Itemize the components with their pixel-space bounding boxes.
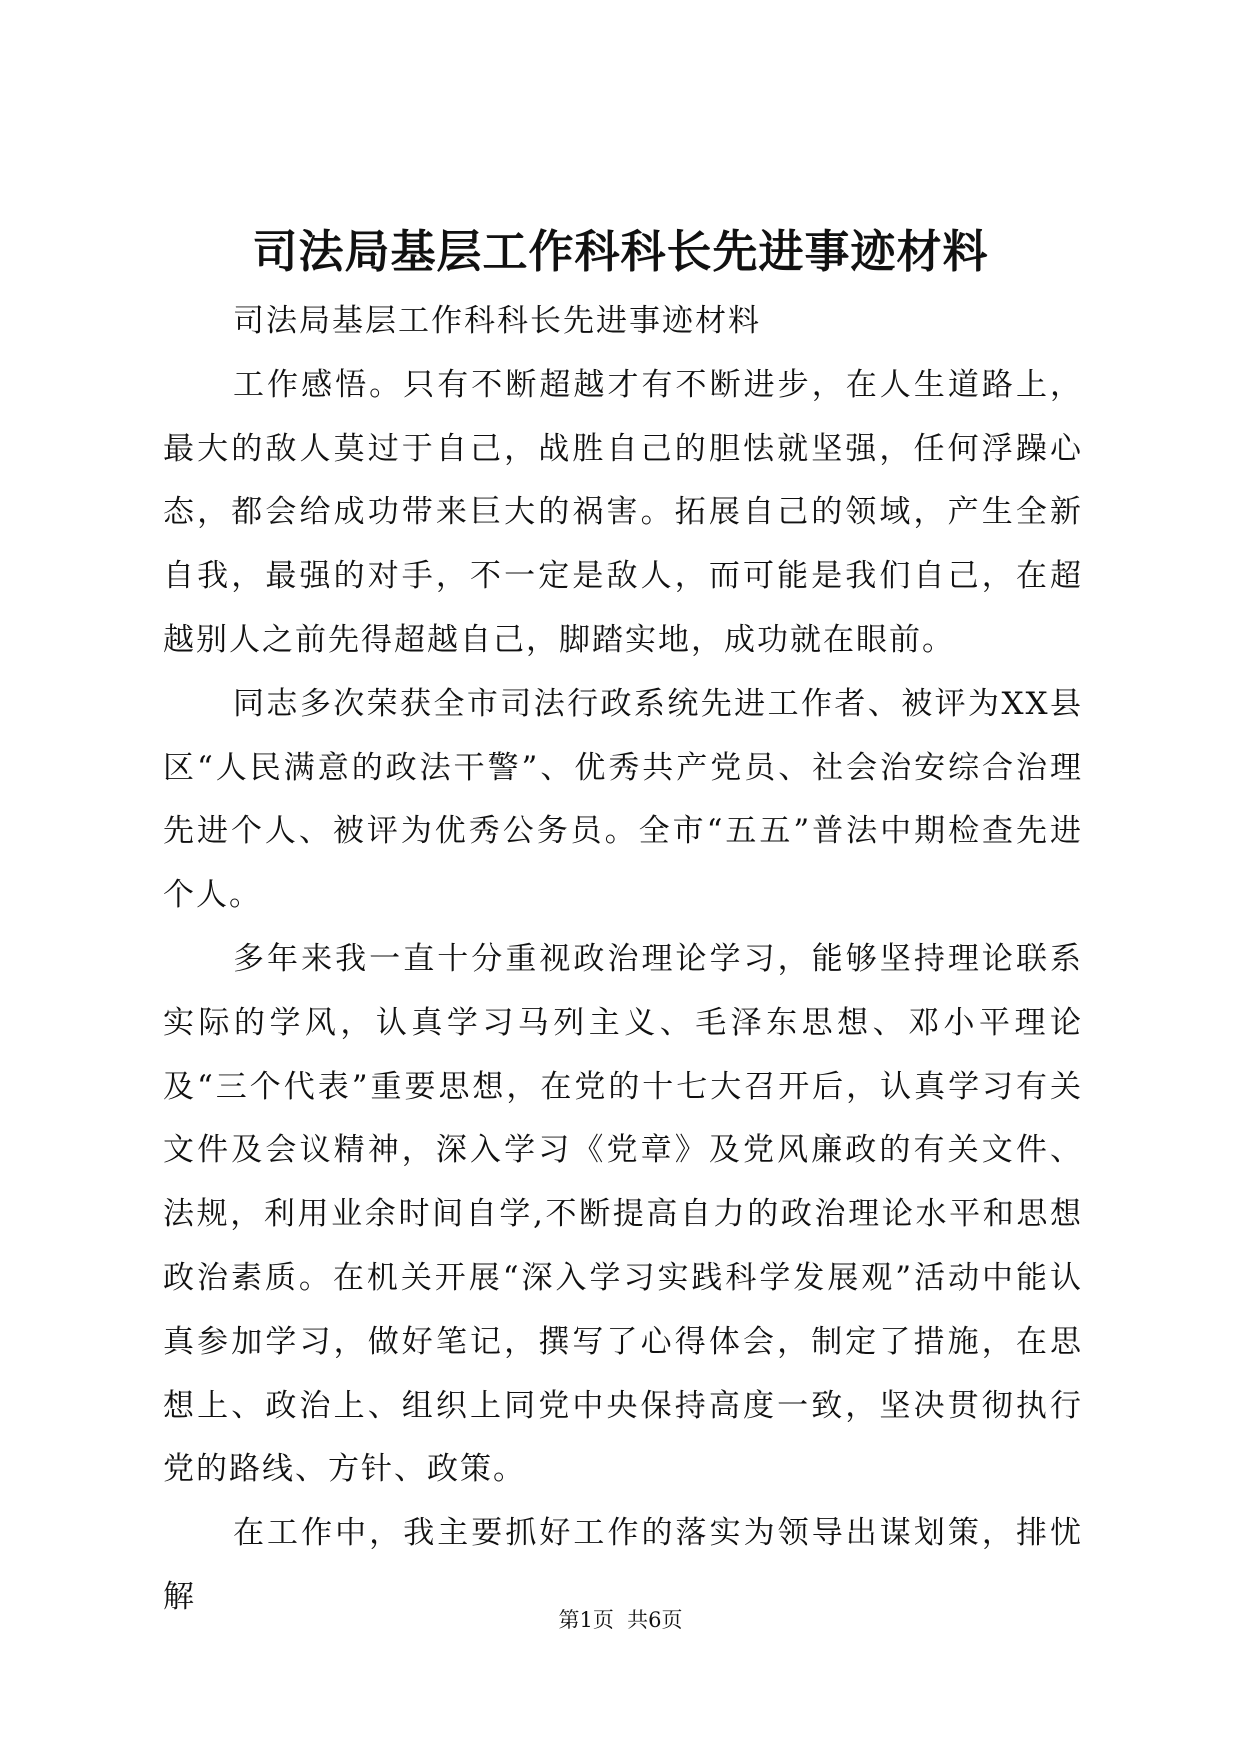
- paragraph-work: 在工作中，我主要抓好工作的落实为领导出谋划策，排忧解: [163, 1515, 1083, 1615]
- paragraph-honors: 同志多次荣获全市司法行政系统先进工作者、被评为XX县区“人民满意的政法干警”、优秀共产党员、社会治安综合治理先进个人、被评为优秀公务员。全市“五五”普法中期检查先进个人。: [163, 685, 1083, 914]
- page-prefix: 第: [558, 1608, 580, 1632]
- document-body: [163, 290, 1083, 1630]
- paragraph-work-insight: 工作感悟。只有不断超越才有不断进步，在人生道路上，最大的敌人莫过于自己，战胜自己的胆怯就坚强，任何浮躁心态，都会给成功带来巨大的祸害。拓展自己的领域，产生全新自我，最强的对手，不一定是敌人，而可能是我们自己，在超越别人之前先得超越自己，脚踏实地，成功就在眼前。: [163, 366, 1083, 658]
- page-suffix: 页 共: [592, 1608, 649, 1632]
- total-pages: 6: [648, 1608, 662, 1632]
- page-footer: [0, 1605, 1241, 1635]
- paragraph-subtitle: 司法局基层工作科科长先进事迹材料: [233, 303, 761, 339]
- total-suffix: 页: [661, 1608, 683, 1632]
- page-number: 1: [579, 1608, 593, 1632]
- document-title: 司法局基层工作科科长先进事迹材料: [252, 225, 989, 278]
- paragraph-political-study: 多年来我一直十分重视政治理论学习，能够坚持理论联系实际的学风，认真学习马列主义、毛泽东思想、邓小平理论及“三个代表”重要思想，在党的十七大召开后，认真学习有关文件及会议精神，深入学习《党章》及党风廉政的有关文件、法规，利用业余时间自学,不断提高自力的政治理论水平和思想政治素质。在机关开展“深入学习实践科学发展观”活动中能认真参加学习，做好笔记，撰写了心得体会，制定了措施，在思想上、政治上、组织上同党中央保持高度一致，坚决贯彻执行党的路线、方针、政策。: [163, 940, 1083, 1488]
